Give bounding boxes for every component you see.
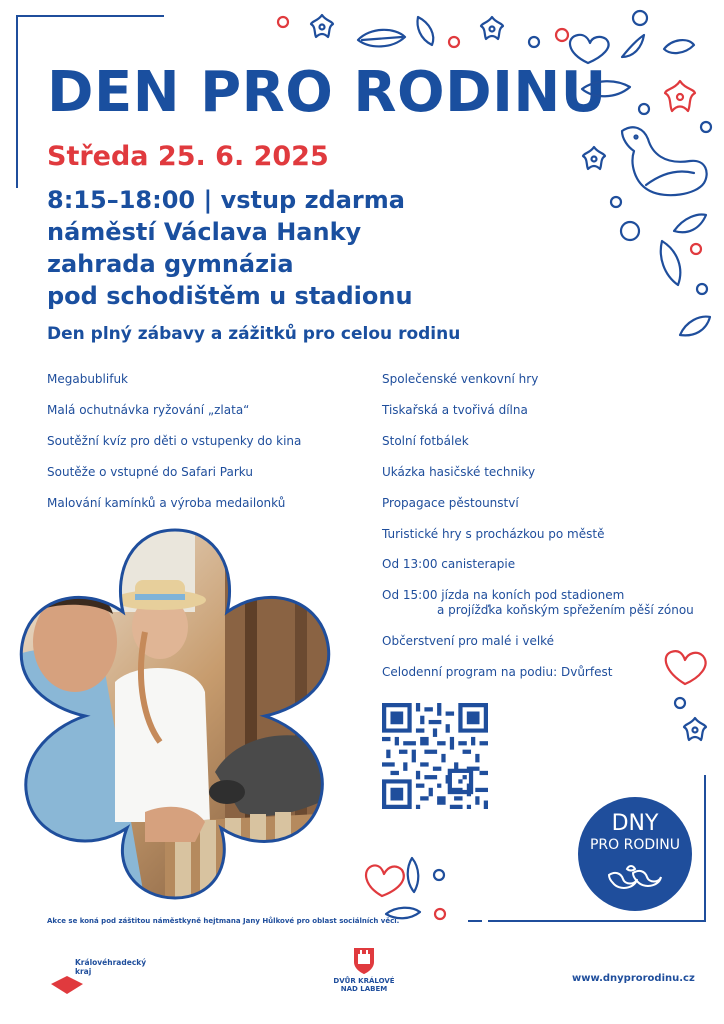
leaf-icon [674, 215, 706, 233]
kraj-logo-text [75, 959, 146, 976]
activity-item: Soutěže o vstupné do Safari Parku [47, 465, 253, 479]
dvur-line1: DVŮR KRÁLOVÉ [333, 977, 395, 985]
activity-item: Stolní fotbálek [382, 434, 469, 448]
leaf-icon [582, 81, 630, 96]
circle-icon [621, 222, 639, 240]
bird-icon [622, 127, 707, 195]
activity-item: Od 13:00 canisterapie [382, 557, 516, 571]
heart-icon [666, 651, 706, 684]
badge-line-1: DNY [611, 811, 659, 836]
circle-icon [639, 104, 649, 114]
activity-item: Propagace pěstounství [382, 496, 519, 510]
page-title: DEN PRO RODINU [47, 60, 607, 125]
photo-family-donkey [0, 522, 355, 902]
activity-item: Turistické hry s procházkou po městě [382, 527, 605, 541]
info-line-time: 8:15–18:00 | vstup zdarma [47, 186, 405, 214]
leaf-icon [664, 40, 694, 53]
decoration-cluster-right [655, 640, 715, 760]
dny-pro-rodinu-badge [578, 797, 692, 911]
flower-icon [583, 147, 605, 169]
activity-item: Občerstvení pro malé i velké [382, 634, 555, 648]
activity-item: Společenské venkovní hry [382, 372, 539, 386]
leaf-icon [418, 17, 434, 45]
circle-icon [701, 122, 711, 132]
frame-line-top [16, 15, 164, 17]
qr-code-icon[interactable] [382, 703, 488, 809]
bird-icon [605, 861, 665, 893]
badge-line-2: PRO RODINU [589, 837, 680, 853]
dvur-line2: NAD LABEM [340, 985, 388, 994]
activity-item: Ukázka hasičské techniky [382, 465, 536, 479]
flower-icon [665, 81, 695, 111]
circle-icon [633, 11, 647, 25]
frame-line-bottom [488, 920, 706, 922]
circle-icon [449, 37, 459, 47]
activity-item-continuation: a projížďka koňským spřežením pěší zónou [437, 603, 694, 617]
leaf-icon [408, 858, 419, 892]
flower-icon [684, 718, 706, 740]
info-line-stairs: pod schodištěm u stadionu [47, 282, 413, 310]
dvur-kralove-logo-text [324, 977, 404, 994]
leaf-icon [622, 35, 644, 57]
activity-item: Soutěžní kvíz pro děti o vstupenky do kina [47, 434, 302, 448]
leaf-icon [680, 317, 710, 336]
frame-line-right [704, 775, 706, 922]
activity-item: Od 15:00 jízda na koních pod stadionem [382, 588, 625, 602]
subtitle: Den plný zábavy a zážitků pro celou rodinu [47, 324, 461, 344]
patronage-note: Akce se koná pod záštitou náměstkyně hejtmana Jany Hůlkové pro oblast sociálních věcí. [47, 917, 400, 925]
decoration-cluster-top [270, 5, 720, 345]
info-line-garden: zahrada gymnázia [47, 250, 294, 278]
circle-icon [434, 870, 444, 880]
activity-item: Malování kamínků a výroba medailonků [47, 496, 286, 510]
circle-icon [675, 698, 685, 708]
leaf-icon [661, 241, 680, 285]
circle-icon [278, 17, 288, 27]
leaf-icon [358, 30, 405, 47]
flower-icon [311, 15, 333, 37]
activity-item: Tiskařská a tvořivá dílna [382, 403, 528, 417]
circle-icon [556, 29, 568, 41]
activity-item: Celodenní program na podiu: Dvůrfest [382, 665, 613, 679]
kraj-name-line2: kraj [75, 966, 92, 976]
flower-icon [481, 17, 503, 39]
activity-item: Megabublifuk [47, 372, 128, 386]
frame-dash [468, 920, 482, 922]
kraj-name-line1: Královéhradecký [75, 958, 147, 967]
circle-icon [697, 284, 707, 294]
circle-icon [529, 37, 539, 47]
coat-of-arms-icon [352, 946, 376, 976]
circle-icon [435, 909, 445, 919]
frame-line-left [16, 15, 18, 188]
event-date: Středa 25. 6. 2025 [47, 141, 329, 172]
circle-icon [611, 197, 621, 207]
circle-icon [691, 244, 701, 254]
activity-item: Malá ochutnávka ryžování „zlata“ [47, 403, 250, 417]
website-link[interactable]: www.dnyprorodinu.cz [572, 973, 695, 984]
info-line-square: náměstí Václava Hanky [47, 218, 362, 246]
heart-icon [366, 865, 404, 896]
heart-icon [570, 35, 609, 63]
